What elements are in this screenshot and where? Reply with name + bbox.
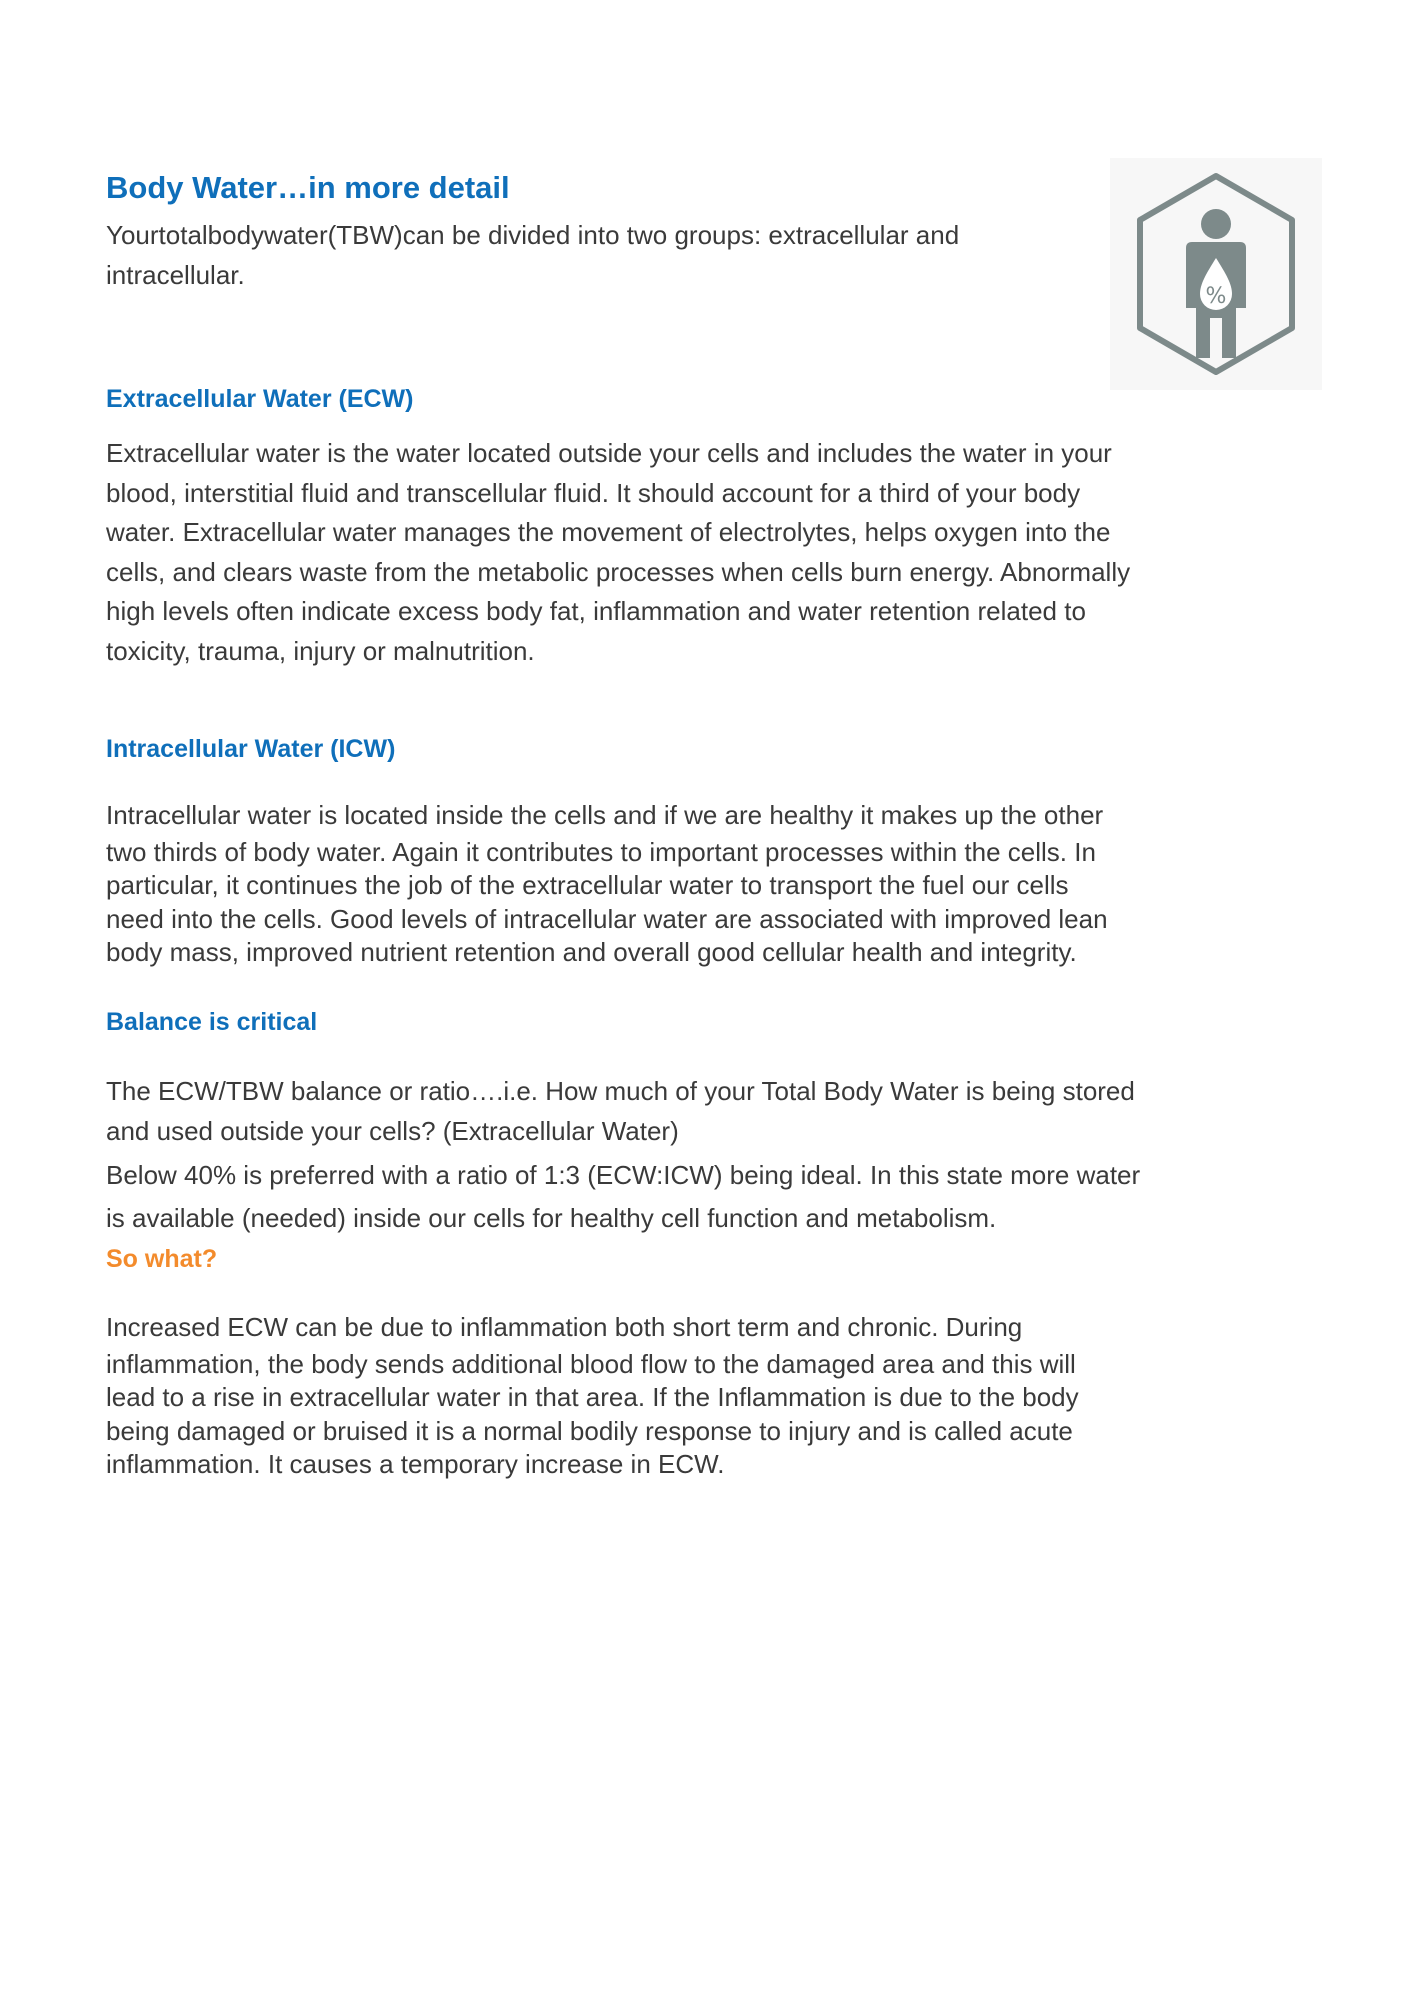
icw-line: particular, it continues the job of the extracellular water to transport the fuel our cells [106,870,1069,900]
percent-glyph: % [1205,284,1227,309]
person-head [1201,209,1231,239]
ecw-line: cells, and clears waste from the metabolic processes when cells burn energy. Abnormally [106,556,1131,587]
so-what-line: Increased ECW can be due to inflammation both short term and chronic. During [106,1312,1023,1342]
so-what-paragraph [106,1308,1256,1482]
balance-line: The ECW/TBW balance or ratio….i.e. How much of your Total Body Water is being stored [106,1076,1135,1106]
so-what-heading: So what? [106,1245,218,1273]
intro-paragraph [106,216,1256,295]
icw-heading: Intracellular Water (ICW) [106,735,396,763]
balance-line: is available (needed) inside our cells for healthy cell function and metabolism. [106,1203,997,1233]
so-what-line: inflammation. It causes a temporary increase in ECW. [106,1449,725,1479]
ecw-line: high levels often indicate excess body fat, inflammation and water retention related to [106,596,1086,626]
ecw-line: toxicity, trauma, injury or malnutrition. [106,635,535,666]
ecw-line: water. Extracellular water manages the movement of electrolytes, helps oxygen into the [106,517,1111,547]
so-what-line: inflammation, the body sends additional blood flow to the damaged area and this will [106,1348,1076,1379]
page-title: Body Water…in more detail [106,170,510,205]
body-water-percent-icon [1110,158,1322,390]
ecw-line: blood, interstitial fluid and transcellular fluid. It should account for a third of your body [106,477,1081,508]
balance-line: and used outside your cells? (Extracellular Water) [106,1115,679,1146]
icw-line: Intracellular water is located inside the cells and if we are healthy it makes up the other [106,800,1104,830]
ecw-paragraph [106,434,1256,671]
icw-line: body mass, improved nutrient retention and overall good cellular health and integrity. [106,937,1077,967]
intro-line: Yourtotalbodywater(TBW)can be divided into two groups: extracellular and [106,220,960,250]
balance-paragraph-ideal [106,1154,1256,1240]
icw-paragraph [106,796,1256,970]
so-what-line: lead to a rise in extracellular water in that area. If the Inflammation is due to the body [106,1382,1079,1412]
balance-line: Below 40% is preferred with a ratio of 1:3 (ECW:ICW) being ideal. In this state more water [106,1160,1141,1190]
body-water-icon-container [1110,158,1322,390]
intro-line: intracellular. [106,259,245,290]
balance-heading: Balance is critical [106,1008,318,1036]
balance-paragraph-ratio [106,1072,1256,1151]
ecw-heading: Extracellular Water (ECW) [106,385,414,413]
so-what-line: being damaged or bruised it is a normal bodily response to injury and is called acute [106,1415,1073,1446]
icw-line: two thirds of body water. Again it contributes to important processes within the cells. In [106,836,1096,867]
ecw-line: Extracellular water is the water located outside your cells and includes the water in your [106,438,1112,468]
icw-line: need into the cells. Good levels of intracellular water are associated with improved lean [106,903,1108,934]
